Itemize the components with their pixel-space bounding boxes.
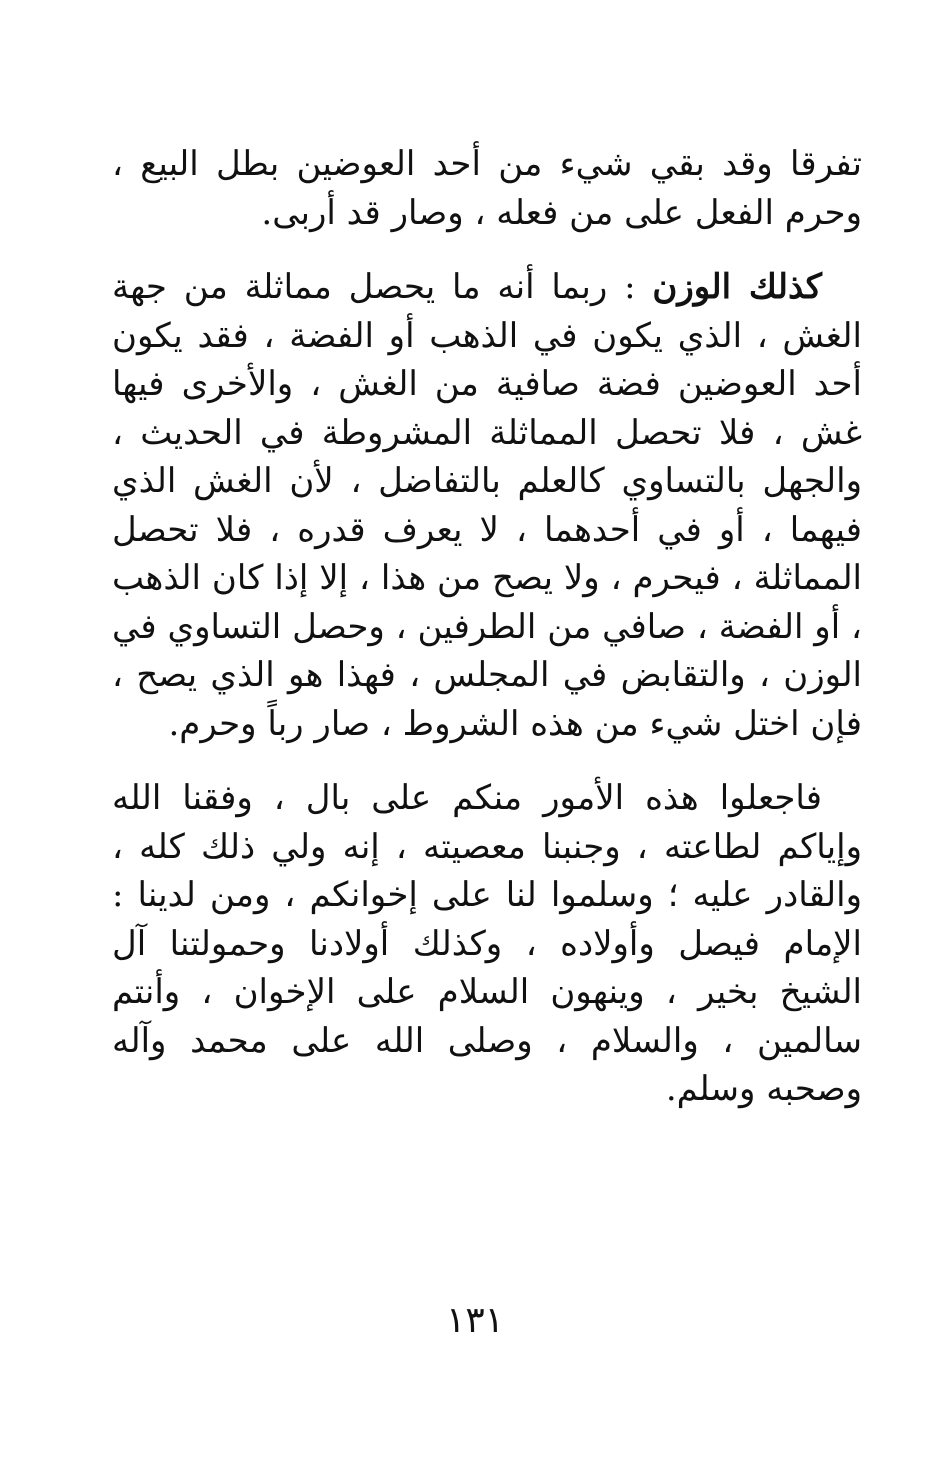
paragraph-2: [112, 263, 862, 748]
paragraph-1-text: تفرقا وقد بقي شيء من أحد العوضين بطل البيع ، وحرم الفعل على من فعله ، وصار قد أربى.: [112, 144, 862, 233]
page-number: ١٣١: [445, 1300, 504, 1341]
paragraph-3: [112, 774, 862, 1114]
page-body: [112, 140, 862, 1114]
paragraph-1: [112, 140, 862, 237]
paragraph-3-text: فاجعلوا هذه الأمور منكم على بال ، وفقنا الله وإياكم لطاعته ، وجنبنا معصيته ، إنه ولي ذلك كله ، والقادر عليه ؛ وسلموا لنا على إخوانكم ، ومن لدينا : الإمام فيصل وأولاده ، وكذلك أولادنا وحمولتنا آل الشيخ بخير ، وينهون السلام على الإخوان ، وأنتم سالمين ، والسلام ، وصلى الله على محمد وآله وصحبه وسلم.: [112, 778, 862, 1109]
paragraph-2-heading: كذلك الوزن: [652, 267, 822, 307]
paragraph-2-text: : ربما أنه ما يحصل مماثلة من جهة الغش ، الذي يكون في الذهب أو الفضة ، فقد يكون أحد العوضين فضة صافية من الغش ، والأخرى فيها غش ، فلا تحصل المماثلة المشروطة في الحديث ، والجهل بالتساوي كالعلم بالتفاضل ، لأن الغش الذي فيهما ، أو في أحدهما ، لا يعرف قدره ، فلا تحصل المماثلة ، فيحرم ، ولا يصح من هذا ، إلا إذا كان الذهب ، أو الفضة ، صافي من الطرفين ، وحصل التساوي في الوزن ، والتقابض في المجلس ، فهذا هو الذي يصح ، فإن اختل شيء من هذه الشروط ، صار رباً وحرم.: [112, 267, 862, 744]
